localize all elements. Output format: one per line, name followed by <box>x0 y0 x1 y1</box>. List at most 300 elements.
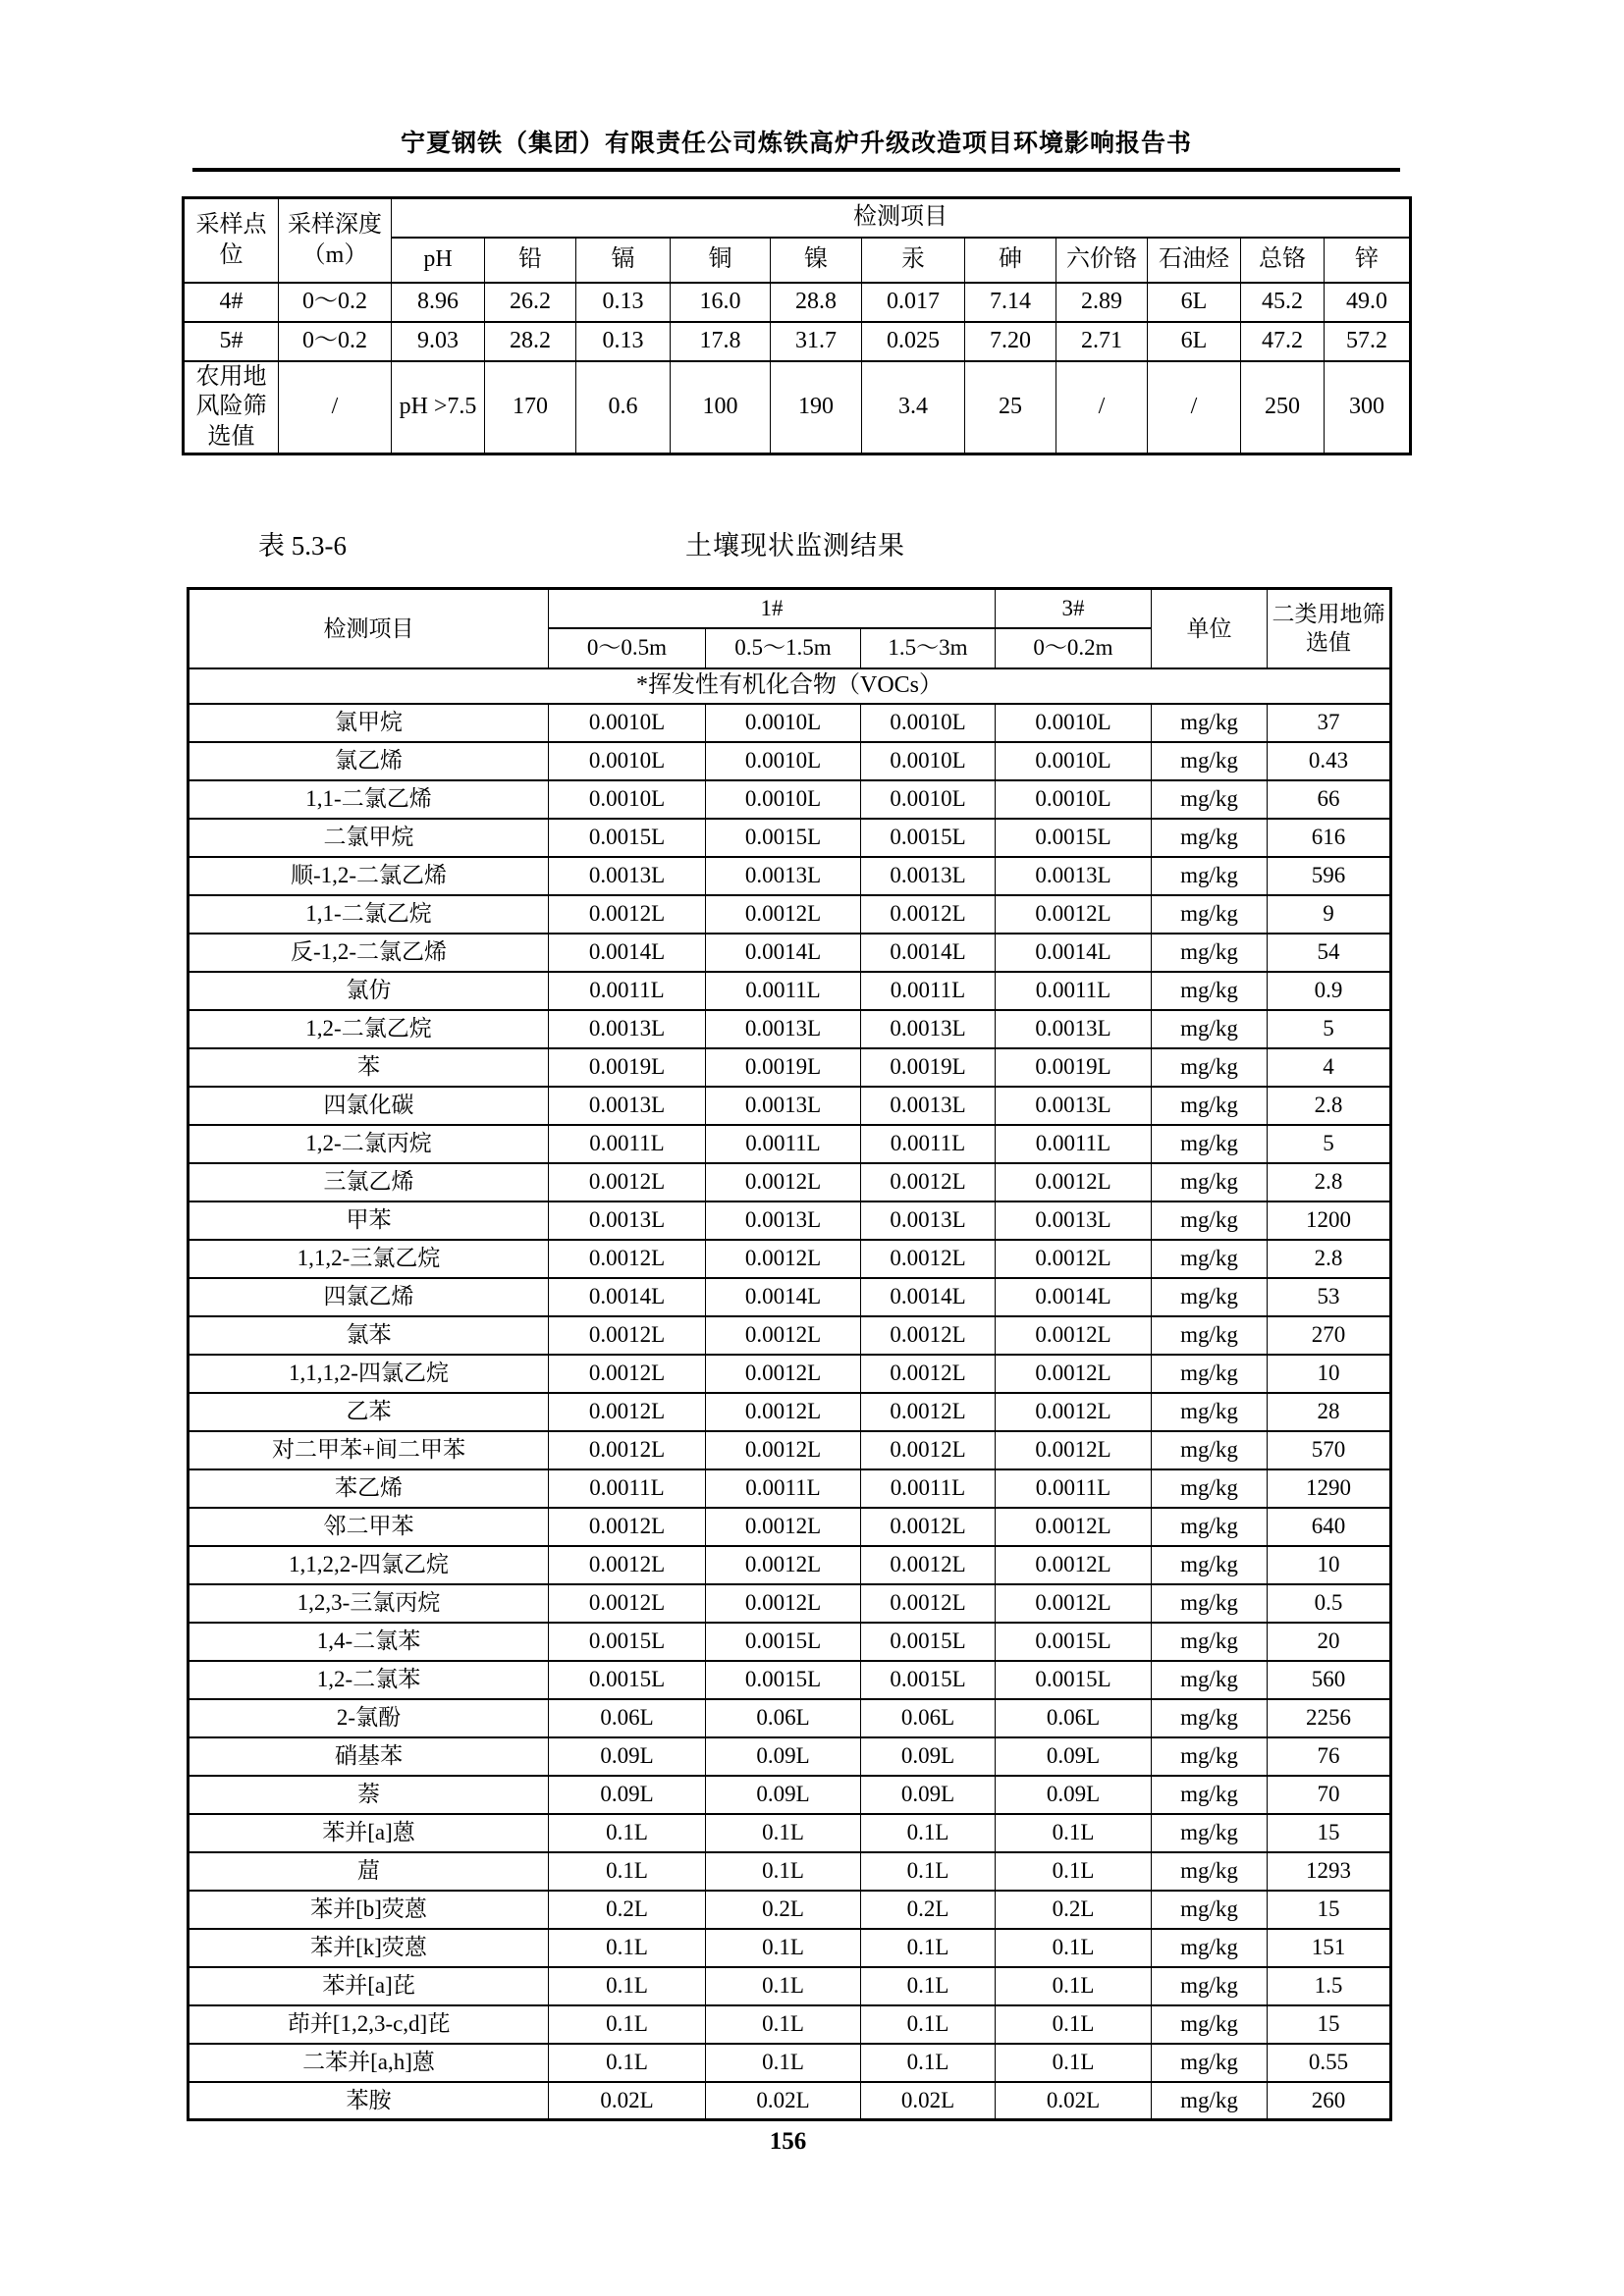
t2-value-depth-0-05: 0.0012L <box>549 1316 706 1355</box>
t2-item-name: 䓛 <box>189 1852 549 1891</box>
t2-value-depth-05-15: 0.0012L <box>706 1584 861 1623</box>
t1-value-total-chromium: 250 <box>1241 361 1325 454</box>
t1-header-sampling-point: 采样点位 <box>184 198 279 283</box>
t1-value-ph: 9.03 <box>392 322 485 361</box>
t2-data-row <box>189 1546 1391 1584</box>
t2-unit-cell: mg/kg <box>1152 1584 1268 1623</box>
t2-screening-value-cell: 640 <box>1268 1508 1391 1546</box>
t2-screening-value-cell: 15 <box>1268 2005 1391 2044</box>
t2-unit-cell: mg/kg <box>1152 1737 1268 1776</box>
t2-item-name: 邻二甲苯 <box>189 1508 549 1546</box>
t2-value-depth-15-3: 0.1L <box>861 1852 996 1891</box>
t2-value-depth-0-05: 0.1L <box>549 1852 706 1891</box>
t2-value-depth-0-05: 0.0012L <box>549 1355 706 1393</box>
t1-value-arsenic: 25 <box>965 361 1056 454</box>
t2-value-depth-05-15: 0.0010L <box>706 704 861 742</box>
t2-item-name: 苯 <box>189 1048 549 1087</box>
t2-data-row <box>189 1661 1391 1699</box>
t1-value-cadmium: 0.6 <box>576 361 671 454</box>
t2-value-depth-0-05: 0.0011L <box>549 1125 706 1163</box>
t1-parameter-header: 铅 <box>485 238 576 283</box>
t2-screening-value-cell: 151 <box>1268 1929 1391 1967</box>
t2-unit-cell: mg/kg <box>1152 1431 1268 1469</box>
t2-value-depth-0-05: 0.0010L <box>549 704 706 742</box>
t2-screening-value-cell: 2.8 <box>1268 1087 1391 1125</box>
t2-item-name: 四氯化碳 <box>189 1087 549 1125</box>
t1-value-zinc: 300 <box>1325 361 1411 454</box>
t2-data-row <box>189 1929 1391 1967</box>
t2-value-point3: 0.0015L <box>996 1661 1152 1699</box>
t2-data-row <box>189 2044 1391 2082</box>
t2-value-depth-0-05: 0.0013L <box>549 1010 706 1048</box>
t2-value-depth-05-15: 0.0014L <box>706 934 861 972</box>
t2-value-depth-0-05: 0.0013L <box>549 1201 706 1240</box>
t1-parameter-header: 六价铬 <box>1056 238 1148 283</box>
t2-item-name: 1,1,2,2-四氯乙烷 <box>189 1546 549 1584</box>
t2-unit-cell: mg/kg <box>1152 1087 1268 1125</box>
t2-value-depth-0-05: 0.0013L <box>549 1087 706 1125</box>
t1-value-petroleum: 6L <box>1148 322 1241 361</box>
t1-header-detection-items: 检测项目 <box>392 198 1411 238</box>
t2-value-depth-0-05: 0.1L <box>549 2005 706 2044</box>
t2-unit-cell: mg/kg <box>1152 2005 1268 2044</box>
t2-item-name: 1,2-二氯丙烷 <box>189 1125 549 1163</box>
t2-value-point3: 0.0012L <box>996 1584 1152 1623</box>
t2-data-row <box>189 819 1391 857</box>
t2-value-point3: 0.0014L <box>996 1278 1152 1316</box>
t2-value-point3: 0.0012L <box>996 1355 1152 1393</box>
t2-screening-value-cell: 2.8 <box>1268 1163 1391 1201</box>
t1-value-zinc: 57.2 <box>1325 322 1411 361</box>
t2-value-depth-0-05: 0.1L <box>549 1814 706 1852</box>
t2-screening-value-cell: 2.8 <box>1268 1240 1391 1278</box>
t2-value-point3: 0.1L <box>996 2005 1152 2044</box>
t2-value-point3: 0.0015L <box>996 1623 1152 1661</box>
t2-item-name: 1,2,3-三氯丙烷 <box>189 1584 549 1623</box>
table-caption-label: 表 5.3-6 <box>258 531 347 561</box>
t2-value-depth-05-15: 0.0015L <box>706 1661 861 1699</box>
t2-item-name: 对二甲苯+间二甲苯 <box>189 1431 549 1469</box>
t2-item-name: 苯乙烯 <box>189 1469 549 1508</box>
t2-unit-cell: mg/kg <box>1152 1010 1268 1048</box>
t2-value-depth-05-15: 0.0012L <box>706 1316 861 1355</box>
t1-value-arsenic: 7.14 <box>965 283 1056 322</box>
t2-item-name: 苯并[a]芘 <box>189 1967 549 2005</box>
t2-value-depth-0-05: 0.0012L <box>549 1431 706 1469</box>
t2-screening-value-cell: 0.5 <box>1268 1584 1391 1623</box>
t2-value-depth-15-3: 0.0012L <box>861 1355 996 1393</box>
t2-screening-value-cell: 37 <box>1268 704 1391 742</box>
t2-data-row <box>189 1393 1391 1431</box>
t2-value-point3: 0.09L <box>996 1776 1152 1814</box>
t1-value-lead: 26.2 <box>485 283 576 322</box>
t1-parameter-header: 总铬 <box>1241 238 1325 283</box>
t1-value-copper: 17.8 <box>671 322 771 361</box>
t2-unit-cell: mg/kg <box>1152 819 1268 857</box>
t2-value-depth-15-3: 0.0015L <box>861 1661 996 1699</box>
t2-value-depth-0-05: 0.0015L <box>549 1623 706 1661</box>
t2-value-depth-0-05: 0.0012L <box>549 1546 706 1584</box>
page-number: 156 <box>769 2128 807 2155</box>
t2-value-depth-0-05: 0.0014L <box>549 934 706 972</box>
t2-value-depth-15-3: 0.0013L <box>861 857 996 895</box>
t2-screening-value-cell: 70 <box>1268 1776 1391 1814</box>
t2-depth-header: 0.5～1.5m <box>706 628 861 668</box>
t2-screening-value-cell: 20 <box>1268 1623 1391 1661</box>
t2-unit-cell: mg/kg <box>1152 1240 1268 1278</box>
t2-screening-value-cell: 270 <box>1268 1316 1391 1355</box>
t2-screening-value-cell: 2256 <box>1268 1699 1391 1737</box>
t2-value-depth-05-15: 0.0013L <box>706 857 861 895</box>
t2-data-row <box>189 1431 1391 1469</box>
t2-data-row <box>189 1048 1391 1087</box>
t2-value-depth-05-15: 0.1L <box>706 1929 861 1967</box>
t2-screening-value-cell: 15 <box>1268 1891 1391 1929</box>
t2-item-name: 1,2-二氯乙烷 <box>189 1010 549 1048</box>
t2-value-depth-15-3: 0.0019L <box>861 1048 996 1087</box>
t2-unit-cell: mg/kg <box>1152 1278 1268 1316</box>
t2-value-point3: 0.1L <box>996 1814 1152 1852</box>
t2-value-depth-05-15: 0.0014L <box>706 1278 861 1316</box>
t2-value-depth-05-15: 0.0013L <box>706 1201 861 1240</box>
t2-item-name: 苯并[k]荧蒽 <box>189 1929 549 1967</box>
document-header <box>192 124 1400 172</box>
t2-unit-cell: mg/kg <box>1152 1469 1268 1508</box>
t2-item-name: 四氯乙烯 <box>189 1278 549 1316</box>
t2-value-depth-05-15: 0.09L <box>706 1776 861 1814</box>
document-header-title: 宁夏钢铁（集团）有限责任公司炼铁高炉升级改造项目环境影响报告书 <box>400 130 1192 157</box>
t2-value-depth-05-15: 0.0010L <box>706 780 861 819</box>
t2-value-depth-05-15: 0.0012L <box>706 1508 861 1546</box>
t2-unit-cell: mg/kg <box>1152 1201 1268 1240</box>
t2-value-point3: 0.0011L <box>996 1125 1152 1163</box>
t2-data-row <box>189 857 1391 895</box>
t2-screening-value-cell: 4 <box>1268 1048 1391 1087</box>
t2-value-depth-0-05: 0.0012L <box>549 895 706 934</box>
t2-data-row <box>189 1584 1391 1623</box>
t2-value-depth-0-05: 0.09L <box>549 1776 706 1814</box>
t2-screening-value-cell: 28 <box>1268 1393 1391 1431</box>
t2-unit-cell: mg/kg <box>1152 704 1268 742</box>
t2-data-row <box>189 1623 1391 1661</box>
t2-value-depth-15-3: 0.0013L <box>861 1010 996 1048</box>
t2-unit-cell: mg/kg <box>1152 1623 1268 1661</box>
t2-unit-cell: mg/kg <box>1152 934 1268 972</box>
t2-unit-cell: mg/kg <box>1152 1852 1268 1891</box>
t2-item-name: 硝基苯 <box>189 1737 549 1776</box>
t2-value-depth-15-3: 0.09L <box>861 1776 996 1814</box>
t2-value-depth-05-15: 0.0015L <box>706 1623 861 1661</box>
t2-screening-value-cell: 0.55 <box>1268 2044 1391 2082</box>
t2-value-depth-0-05: 0.0012L <box>549 1508 706 1546</box>
t1-value-chromium6: 2.89 <box>1056 283 1148 322</box>
t2-unit-cell: mg/kg <box>1152 1125 1268 1163</box>
t2-value-depth-0-05: 0.0013L <box>549 857 706 895</box>
t2-value-depth-0-05: 0.0012L <box>549 1584 706 1623</box>
t2-unit-cell: mg/kg <box>1152 742 1268 780</box>
t2-section-row <box>189 668 1391 704</box>
t2-value-depth-0-05: 0.0014L <box>549 1278 706 1316</box>
t2-value-depth-0-05: 0.0011L <box>549 1469 706 1508</box>
t2-value-point3: 0.0013L <box>996 1201 1152 1240</box>
t2-screening-value-cell: 5 <box>1268 1010 1391 1048</box>
t2-value-depth-05-15: 0.0012L <box>706 1163 861 1201</box>
t2-data-row <box>189 2082 1391 2120</box>
t1-data-row <box>184 361 1411 454</box>
t2-header-unit: 单位 <box>1152 589 1268 668</box>
t2-value-depth-05-15: 0.0012L <box>706 1431 861 1469</box>
t2-data-row <box>189 1508 1391 1546</box>
t2-screening-value-cell: 1290 <box>1268 1469 1391 1508</box>
t2-value-depth-15-3: 0.1L <box>861 2044 996 2082</box>
t2-item-name: 1,1,2-三氯乙烷 <box>189 1240 549 1278</box>
t2-item-name: 氯乙烯 <box>189 742 549 780</box>
t2-unit-cell: mg/kg <box>1152 1316 1268 1355</box>
t2-value-point3: 0.0012L <box>996 895 1152 934</box>
t1-value-mercury: 0.025 <box>862 322 965 361</box>
t2-item-name: 三氯乙烯 <box>189 1163 549 1201</box>
t2-value-point3: 0.0013L <box>996 1010 1152 1048</box>
t2-value-depth-0-05: 0.1L <box>549 1929 706 1967</box>
t2-unit-cell: mg/kg <box>1152 780 1268 819</box>
t2-value-depth-0-05: 0.2L <box>549 1891 706 1929</box>
t2-depth-header-point3: 0～0.2m <box>996 628 1152 668</box>
t2-value-depth-15-3: 0.0012L <box>861 1393 996 1431</box>
t2-screening-value-cell: 1200 <box>1268 1201 1391 1240</box>
t2-screening-value-cell: 0.9 <box>1268 972 1391 1010</box>
t2-data-row <box>189 1355 1391 1393</box>
t2-value-depth-05-15: 0.1L <box>706 1967 861 2005</box>
t2-value-depth-05-15: 0.0012L <box>706 1240 861 1278</box>
t2-value-depth-0-05: 0.0010L <box>549 742 706 780</box>
t2-value-depth-0-05: 0.0012L <box>549 1393 706 1431</box>
t2-data-row <box>189 972 1391 1010</box>
t2-unit-cell: mg/kg <box>1152 1393 1268 1431</box>
header-rule <box>192 168 1400 172</box>
t2-value-depth-0-05: 0.09L <box>549 1737 706 1776</box>
t2-item-name: 苯并[b]荧蒽 <box>189 1891 549 1929</box>
t2-screening-value-cell: 616 <box>1268 819 1391 857</box>
t2-value-depth-15-3: 0.0011L <box>861 1125 996 1163</box>
t1-value-chromium6: / <box>1056 361 1148 454</box>
t2-value-point3: 0.0012L <box>996 1393 1152 1431</box>
t2-screening-value-cell: 1293 <box>1268 1852 1391 1891</box>
t2-item-name: 氯仿 <box>189 972 549 1010</box>
t1-parameter-header: 汞 <box>862 238 965 283</box>
t2-data-row <box>189 1163 1391 1201</box>
t2-value-depth-0-05: 0.0015L <box>549 1661 706 1699</box>
t2-value-point3: 0.0013L <box>996 857 1152 895</box>
t2-value-depth-15-3: 0.0011L <box>861 972 996 1010</box>
t2-data-row <box>189 1240 1391 1278</box>
t1-point-cell: 农用地风险筛选值 <box>184 361 279 454</box>
t1-value-lead: 28.2 <box>485 322 576 361</box>
t2-value-depth-0-05: 0.0015L <box>549 819 706 857</box>
t2-screening-value-cell: 9 <box>1268 895 1391 934</box>
t1-value-petroleum: / <box>1148 361 1241 454</box>
t1-value-copper: 16.0 <box>671 283 771 322</box>
t2-value-depth-05-15: 0.06L <box>706 1699 861 1737</box>
t2-value-depth-05-15: 0.09L <box>706 1737 861 1776</box>
t2-item-name: 茚并[1,2,3-c,d]芘 <box>189 2005 549 2044</box>
t2-data-row <box>189 742 1391 780</box>
t2-value-depth-05-15: 0.1L <box>706 2044 861 2082</box>
t2-screening-value-cell: 76 <box>1268 1737 1391 1776</box>
t2-value-depth-15-3: 0.1L <box>861 1967 996 2005</box>
t1-point-cell: 4# <box>184 283 279 322</box>
t2-unit-cell: mg/kg <box>1152 2044 1268 2082</box>
t2-value-depth-05-15: 0.0011L <box>706 1469 861 1508</box>
t2-item-name: 二苯并[a,h]蒽 <box>189 2044 549 2082</box>
t2-value-depth-05-15: 0.0013L <box>706 1010 861 1048</box>
t2-value-depth-15-3: 0.0014L <box>861 1278 996 1316</box>
t2-value-depth-15-3: 0.1L <box>861 2005 996 2044</box>
t2-item-name: 1,2-二氯苯 <box>189 1661 549 1699</box>
table-caption-title: 土壤现状监测结果 <box>685 531 905 561</box>
t2-value-depth-0-05: 0.0012L <box>549 1240 706 1278</box>
t1-value-ph: pH >7.5 <box>392 361 485 454</box>
t2-value-depth-15-3: 0.0013L <box>861 1201 996 1240</box>
t2-data-row <box>189 2005 1391 2044</box>
t2-data-row <box>189 1469 1391 1508</box>
t2-value-point3: 0.0012L <box>996 1431 1152 1469</box>
t1-value-chromium6: 2.71 <box>1056 322 1148 361</box>
t2-value-depth-05-15: 0.1L <box>706 1814 861 1852</box>
t2-value-point3: 0.2L <box>996 1891 1152 1929</box>
t1-value-petroleum: 6L <box>1148 283 1241 322</box>
t1-parameter-header: 铜 <box>671 238 771 283</box>
t2-data-row <box>189 1699 1391 1737</box>
t2-value-depth-15-3: 0.0012L <box>861 1240 996 1278</box>
t2-value-point3: 0.0019L <box>996 1048 1152 1087</box>
t1-value-cadmium: 0.13 <box>576 322 671 361</box>
t2-screening-value-cell: 10 <box>1268 1546 1391 1584</box>
t2-value-depth-15-3: 0.02L <box>861 2082 996 2120</box>
t2-value-depth-15-3: 0.06L <box>861 1699 996 1737</box>
t2-header-point-3: 3# <box>996 589 1152 628</box>
t2-value-point3: 0.09L <box>996 1737 1152 1776</box>
t2-value-depth-05-15: 0.1L <box>706 2005 861 2044</box>
t2-item-name: 1,1-二氯乙烷 <box>189 895 549 934</box>
t2-value-point3: 0.1L <box>996 2044 1152 2082</box>
t2-value-point3: 0.0014L <box>996 934 1152 972</box>
t2-screening-value-cell: 570 <box>1268 1431 1391 1469</box>
t2-value-point3: 0.0010L <box>996 780 1152 819</box>
t2-item-name: 苯胺 <box>189 2082 549 2120</box>
t2-value-depth-15-3: 0.09L <box>861 1737 996 1776</box>
t1-data-row <box>184 322 1411 361</box>
t2-value-depth-15-3: 0.0010L <box>861 704 996 742</box>
t1-header-sampling-depth: 采样深度（m） <box>279 198 392 283</box>
t2-header-screening-value: 二类用地筛选值 <box>1268 589 1391 668</box>
t2-value-point3: 0.02L <box>996 2082 1152 2120</box>
t2-value-point3: 0.0011L <box>996 972 1152 1010</box>
t2-unit-cell: mg/kg <box>1152 1891 1268 1929</box>
t2-item-name: 氯苯 <box>189 1316 549 1355</box>
t2-value-depth-15-3: 0.0012L <box>861 1546 996 1584</box>
t2-unit-cell: mg/kg <box>1152 2082 1268 2120</box>
t2-screening-value-cell: 5 <box>1268 1125 1391 1163</box>
t2-data-row <box>189 1852 1391 1891</box>
t2-value-depth-15-3: 0.0012L <box>861 1316 996 1355</box>
t1-parameter-header: 砷 <box>965 238 1056 283</box>
t2-value-point3: 0.0010L <box>996 742 1152 780</box>
t2-value-depth-15-3: 0.2L <box>861 1891 996 1929</box>
soil-monitoring-table <box>187 587 1392 2121</box>
t2-item-name: 氯甲烷 <box>189 704 549 742</box>
t2-screening-value-cell: 54 <box>1268 934 1391 972</box>
t2-item-name: 1,1,1,2-四氯乙烷 <box>189 1355 549 1393</box>
t2-value-depth-15-3: 0.0012L <box>861 1431 996 1469</box>
t2-data-row <box>189 780 1391 819</box>
t2-value-depth-05-15: 0.02L <box>706 2082 861 2120</box>
t2-unit-cell: mg/kg <box>1152 1048 1268 1087</box>
t2-value-point3: 0.0012L <box>996 1546 1152 1584</box>
t2-value-depth-05-15: 0.0012L <box>706 895 861 934</box>
t2-depth-header: 1.5～3m <box>861 628 996 668</box>
t2-value-depth-15-3: 0.0015L <box>861 819 996 857</box>
t1-value-total-chromium: 47.2 <box>1241 322 1325 361</box>
t1-value-zinc: 49.0 <box>1325 283 1411 322</box>
t2-value-point3: 0.0012L <box>996 1240 1152 1278</box>
t2-screening-value-cell: 66 <box>1268 780 1391 819</box>
t2-section-title-vocs: *挥发性有机化合物（VOCs） <box>189 668 1391 704</box>
t2-unit-cell: mg/kg <box>1152 857 1268 895</box>
t2-unit-cell: mg/kg <box>1152 1546 1268 1584</box>
t2-value-point3: 0.0012L <box>996 1316 1152 1355</box>
t1-value-nickel: 190 <box>771 361 862 454</box>
t2-screening-value-cell: 596 <box>1268 857 1391 895</box>
t1-depth-cell: 0～0.2 <box>279 283 392 322</box>
t2-data-row <box>189 934 1391 972</box>
t2-value-point3: 0.0010L <box>996 704 1152 742</box>
t2-value-depth-0-05: 0.06L <box>549 1699 706 1737</box>
t2-item-name: 反-1,2-二氯乙烯 <box>189 934 549 972</box>
t1-value-nickel: 31.7 <box>771 322 862 361</box>
t2-value-depth-05-15: 0.0015L <box>706 819 861 857</box>
t2-value-depth-15-3: 0.0014L <box>861 934 996 972</box>
table-caption <box>182 524 1409 561</box>
t2-unit-cell: mg/kg <box>1152 1929 1268 1967</box>
t2-data-row <box>189 704 1391 742</box>
t2-value-point3: 0.0011L <box>996 1469 1152 1508</box>
t2-unit-cell: mg/kg <box>1152 1163 1268 1201</box>
t2-value-depth-15-3: 0.0010L <box>861 780 996 819</box>
t2-value-depth-05-15: 0.0011L <box>706 972 861 1010</box>
t1-depth-cell: 0～0.2 <box>279 322 392 361</box>
t2-data-row <box>189 1201 1391 1240</box>
t2-item-name: 2-氯酚 <box>189 1699 549 1737</box>
t2-item-name: 顺-1,2-二氯乙烯 <box>189 857 549 895</box>
t2-unit-cell: mg/kg <box>1152 972 1268 1010</box>
t2-data-row <box>189 1776 1391 1814</box>
t2-data-row <box>189 1737 1391 1776</box>
t2-screening-value-cell: 560 <box>1268 1661 1391 1699</box>
t2-value-depth-0-05: 0.0012L <box>549 1163 706 1201</box>
t1-value-mercury: 3.4 <box>862 361 965 454</box>
t1-parameter-header: 石油烃 <box>1148 238 1241 283</box>
t2-value-point3: 0.1L <box>996 1852 1152 1891</box>
t1-parameter-header: pH <box>392 238 485 283</box>
t1-depth-cell: / <box>279 361 392 454</box>
t2-value-depth-15-3: 0.1L <box>861 1814 996 1852</box>
t2-data-row <box>189 1087 1391 1125</box>
t2-data-row <box>189 1967 1391 2005</box>
t1-data-row <box>184 283 1411 322</box>
t2-value-depth-05-15: 0.0012L <box>706 1546 861 1584</box>
t2-unit-cell: mg/kg <box>1152 1699 1268 1737</box>
t2-item-name: 萘 <box>189 1776 549 1814</box>
